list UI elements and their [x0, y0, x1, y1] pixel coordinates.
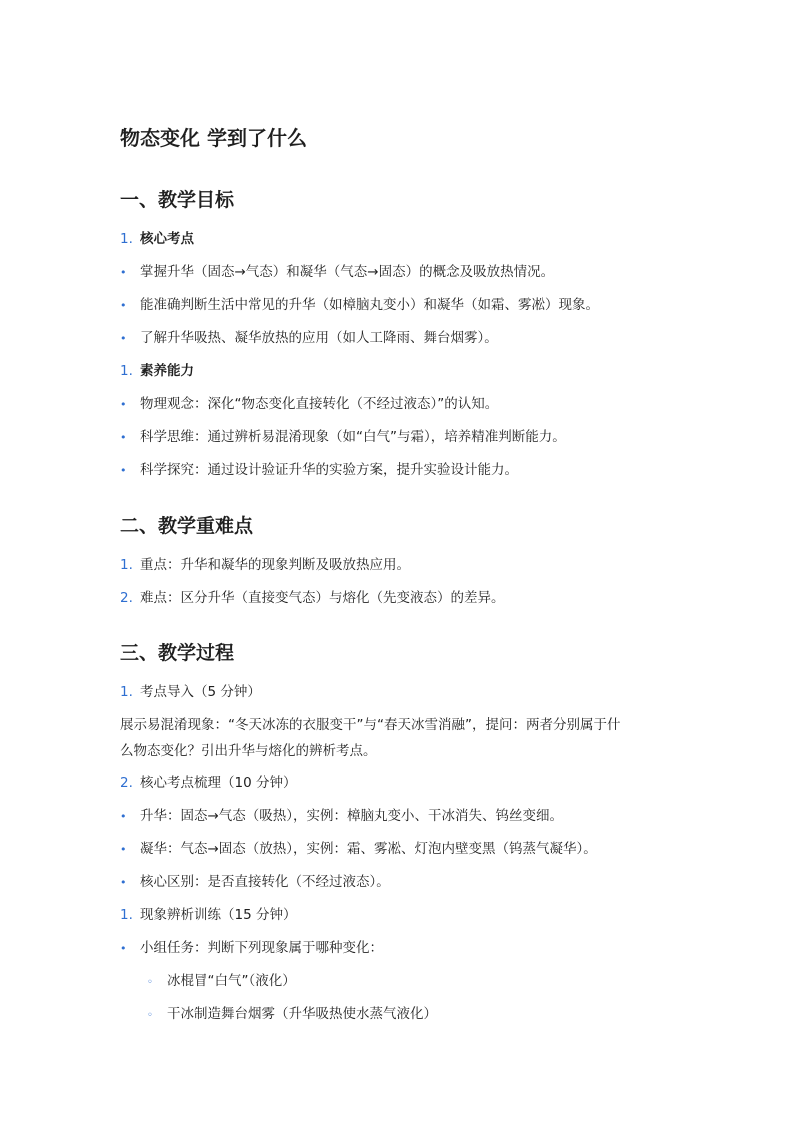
paragraph-line: 展示易混淆现象：“冬天冰冻的衣服变干”与“春天冰雪消融”，提问：两者分别属于什 — [120, 717, 621, 733]
bullet-text: 物理观念：深化“物态变化直接转化（不经过液态）”的认知。 — [140, 396, 499, 412]
bullet-item — [120, 872, 390, 893]
bullet-icon: • — [120, 431, 127, 444]
bullet-text: 科学思维：通过辨析易混淆现象（如“白气”与霜），培养精准判断能力。 — [140, 429, 566, 445]
sub-bullet-text: 干冰制造舞台烟雾（升华吸热使水蒸气液化） — [167, 1006, 437, 1022]
item-number: 1. — [120, 907, 133, 923]
bullet-text: 了解升华吸热、凝华放热的应用（如人工降雨、舞台烟雾）。 — [140, 330, 498, 346]
bullet-text: 核心区别：是否直接转化（不经过液态）。 — [140, 874, 390, 890]
sub-bullet-icon: ◦ — [147, 1010, 153, 1021]
bullet-icon: • — [120, 266, 127, 279]
item-number: 2. — [120, 775, 133, 791]
item-text: 重点：升华和凝华的现象判断及吸放热应用。 — [140, 557, 410, 573]
bullet-text: 凝华：气态→固态（放热），实例：霜、雾凇、灯泡内壁变黑（钨蒸气凝华）。 — [140, 841, 597, 857]
numbered-item — [120, 361, 194, 381]
bullet-item — [120, 328, 498, 349]
item-number: 1. — [120, 363, 133, 379]
bullet-icon: • — [120, 464, 127, 477]
page-title: 物态变化 学到了什么 — [120, 126, 307, 150]
numbered-item — [120, 229, 194, 249]
numbered-item — [120, 682, 261, 702]
bullet-item — [120, 938, 383, 959]
bullet-item — [120, 427, 566, 448]
bullet-item — [120, 460, 518, 481]
numbered-item — [120, 588, 505, 608]
item-label: 核心考点 — [140, 231, 194, 247]
bullet-icon: • — [120, 843, 127, 856]
item-label: 素养能力 — [140, 363, 194, 379]
item-text: 现象辨析训练（15 分钟） — [140, 907, 297, 923]
section-heading-objectives: 一、教学目标 — [120, 189, 235, 211]
bullet-text: 能准确判断生活中常见的升华（如樟脑丸变小）和凝华（如霜、雾凇）现象。 — [140, 297, 599, 313]
bullet-icon: • — [120, 299, 127, 312]
bullet-text: 小组任务：判断下列现象属于哪种变化： — [140, 940, 383, 956]
numbered-item — [120, 905, 296, 925]
sub-bullet-icon: ◦ — [147, 977, 153, 988]
item-number: 1. — [120, 557, 133, 573]
bullet-icon: • — [120, 398, 127, 411]
bullet-icon: • — [120, 810, 127, 823]
bullet-text: 升华：固态→气态（吸热），实例：樟脑丸变小、干冰消失、钨丝变细。 — [140, 808, 564, 824]
item-text: 核心考点梳理（10 分钟） — [140, 775, 297, 791]
item-number: 1. — [120, 231, 133, 247]
sub-bullet-text: 冰棍冒“白气”（液化） — [167, 973, 296, 989]
bullet-text: 掌握升华（固态→气态）和凝华（气态→固态）的概念及吸放热情况。 — [140, 264, 555, 280]
bullet-icon: • — [120, 332, 127, 345]
item-number: 2. — [120, 590, 133, 606]
bullet-text: 科学探究：通过设计验证升华的实验方案，提升实验设计能力。 — [140, 462, 518, 478]
numbered-item — [120, 555, 410, 575]
item-number: 1. — [120, 684, 133, 700]
bullet-item — [120, 262, 554, 283]
numbered-item — [120, 773, 296, 793]
section-heading-key-points: 二、教学重难点 — [120, 515, 254, 537]
item-text: 难点：区分升华（直接变气态）与熔化（先变液态）的差异。 — [140, 590, 505, 606]
bullet-item — [120, 839, 597, 860]
item-text: 考点导入（5 分钟） — [140, 684, 261, 700]
sub-bullet-item — [147, 971, 296, 993]
sub-bullet-item — [147, 1004, 437, 1026]
bullet-item — [120, 295, 599, 316]
bullet-icon: • — [120, 942, 127, 955]
bullet-item — [120, 394, 498, 415]
bullet-icon: • — [120, 876, 127, 889]
bullet-item — [120, 806, 563, 827]
paragraph-line: 么物态变化？引出升华与熔化的辨析考点。 — [120, 743, 377, 759]
section-heading-process: 三、教学过程 — [120, 642, 235, 664]
